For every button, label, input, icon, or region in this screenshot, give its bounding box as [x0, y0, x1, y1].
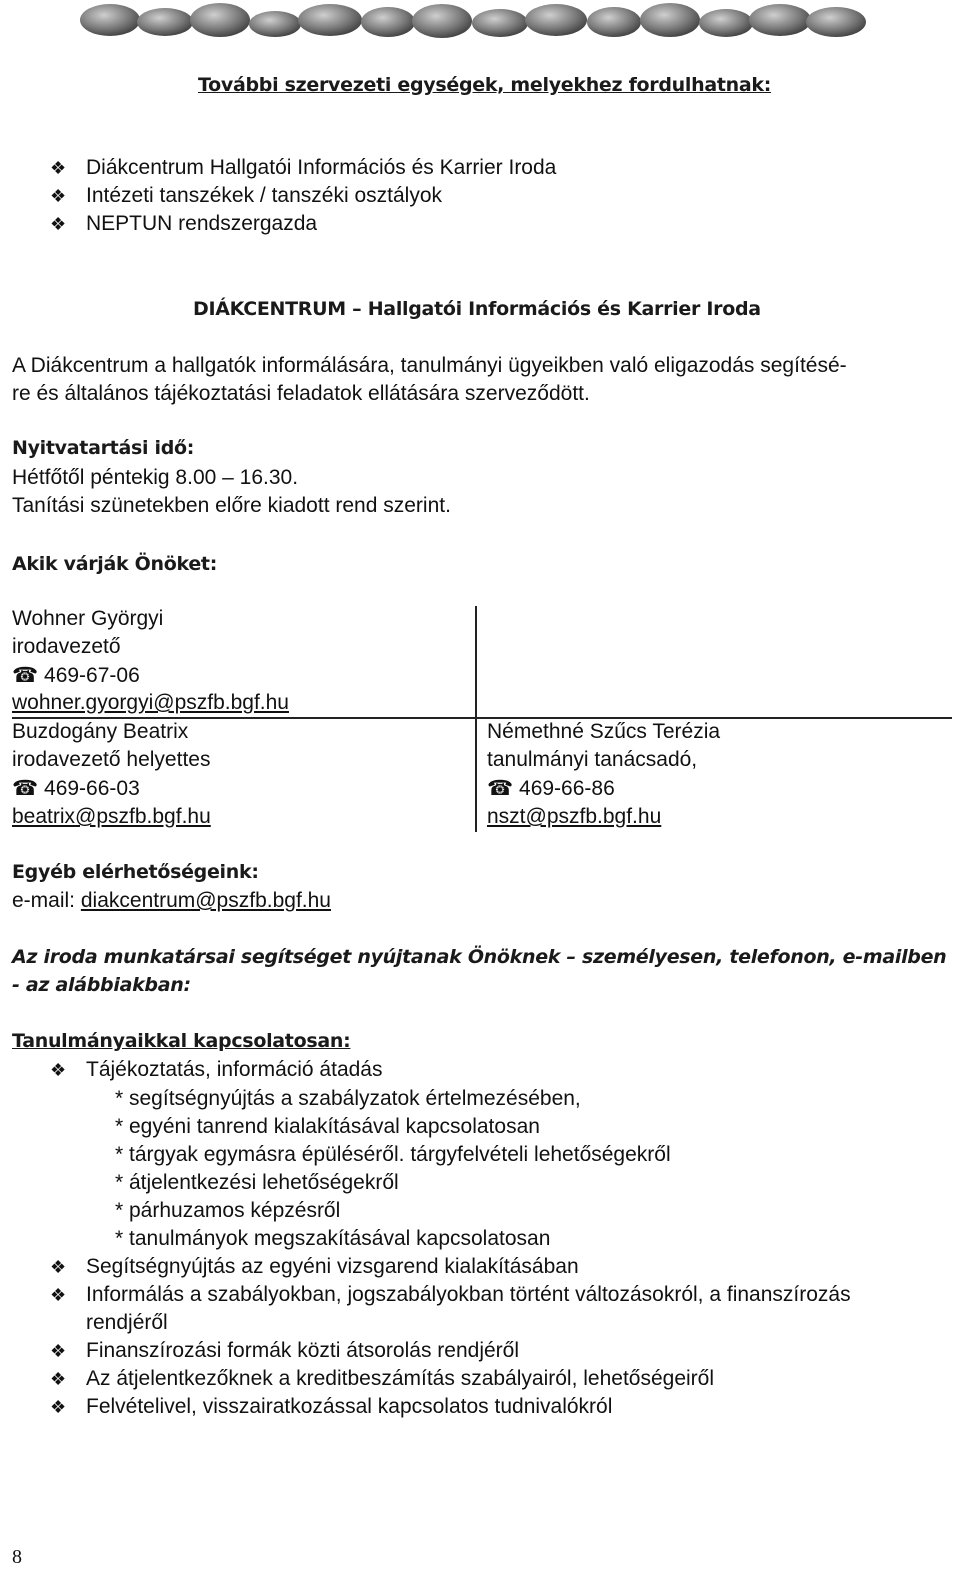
staff-email-link[interactable]: wohner.gyorgyi@pszfb.bgf.hu	[12, 691, 289, 714]
studies-subitem: * párhuzamos képzésről	[115, 1199, 341, 1222]
studies-item: Az átjelentkezőknek a kreditbeszámítás szabályairól, lehetőségeiről	[86, 1367, 715, 1390]
studies-subitem: * segítségnyújtás a szabályzatok értelmezésében,	[115, 1087, 581, 1110]
stones-banner-image	[80, 0, 880, 44]
help-text: - az alábbiakban:	[12, 974, 191, 996]
page-heading: További szervezeti egységek, melyekhez fordulhatnak:	[198, 74, 772, 96]
bullet-icon: ❖	[50, 1060, 67, 1080]
staff-name: Némethné Szűcs Terézia	[487, 720, 721, 743]
studies-item: Segítségnyújtás az egyéni vizsgarend kialakításában	[86, 1255, 579, 1278]
staff-name: Buzdogány Beatrix	[12, 720, 189, 743]
bullet-icon: ❖	[50, 158, 67, 178]
studies-subitem: * átjelentkezési lehetőségekről	[115, 1171, 399, 1194]
staff-heading: Akik várják Önöket:	[12, 553, 217, 575]
staff-phone: ☎ 469-66-86	[487, 777, 615, 800]
table-divider-vertical	[475, 606, 477, 832]
staff-email-link[interactable]: beatrix@pszfb.bgf.hu	[12, 805, 211, 828]
staff-phone: ☎ 469-67-06	[12, 664, 140, 687]
studies-subitem: * tanulmányok megszakításával kapcsolatosan	[115, 1227, 551, 1250]
staff-role: irodavezető	[12, 635, 121, 658]
intro-text: A Diákcentrum a hallgatók informálására, tanulmányi ügyeikben való eligazodás segítésé-	[12, 354, 847, 377]
staff-email-link[interactable]: nszt@pszfb.bgf.hu	[487, 805, 662, 828]
bullet-icon: ❖	[50, 1341, 67, 1361]
phone-icon: ☎	[487, 777, 514, 800]
staff-role: irodavezető helyettes	[12, 748, 211, 771]
unit-item: NEPTUN rendszergazda	[86, 212, 318, 235]
contacts-email-link[interactable]: diakcentrum@pszfb.bgf.hu	[80, 889, 331, 912]
page-number: 8	[12, 1546, 22, 1568]
studies-item: rendjéről	[86, 1311, 168, 1334]
contacts-email-line: e-mail: diakcentrum@pszfb.bgf.hu	[12, 889, 331, 912]
intro-text: re és általános tájékoztatási feladatok ellátására szerveződött.	[12, 382, 590, 405]
staff-role: tanulmányi tanácsadó,	[487, 748, 698, 771]
studies-item: Felvételivel, visszairatkozással kapcsolatos tudnivalókról	[86, 1395, 613, 1418]
bullet-icon: ❖	[50, 1397, 67, 1417]
phone-icon: ☎	[12, 664, 39, 687]
bullet-icon: ❖	[50, 214, 67, 234]
hours-text: Tanítási szünetekben előre kiadott rend szerint.	[12, 494, 451, 517]
section-title: DIÁKCENTRUM – Hallgatói Információs és Karrier Iroda	[193, 298, 761, 320]
contacts-label: Egyéb elérhetőségeink:	[12, 861, 259, 883]
unit-item: Diákcentrum Hallgatói Információs és Karrier Iroda	[86, 156, 557, 179]
studies-item: Tájékoztatás, információ átadás	[86, 1058, 383, 1081]
studies-subitem: * egyéni tanrend kialakításával kapcsolatosan	[115, 1115, 540, 1138]
studies-item: Informálás a szabályokban, jogszabályokban történt változásokról, a finanszírozás	[86, 1283, 851, 1306]
staff-name: Wohner Györgyi	[12, 607, 164, 630]
table-divider-horizontal	[12, 717, 952, 719]
phone-icon: ☎	[12, 777, 39, 800]
bullet-icon: ❖	[50, 1257, 67, 1277]
bullet-icon: ❖	[50, 1369, 67, 1389]
unit-item: Intézeti tanszékek / tanszéki osztályok	[86, 184, 443, 207]
bullet-icon: ❖	[50, 1285, 67, 1305]
hours-label: Nyitvatartási idő:	[12, 437, 195, 459]
studies-subitem: * tárgyak egymásra épüléséről. tárgyfelvételi lehetőségekről	[115, 1143, 671, 1166]
bullet-icon: ❖	[50, 186, 67, 206]
studies-label: Tanulmányaikkal kapcsolatosan:	[12, 1030, 351, 1052]
hours-text: Hétfőtől péntekig 8.00 – 16.30.	[12, 466, 299, 489]
help-text: Az iroda munkatársai segítséget nyújtanak Önöknek – személyesen, telefonon, e-mailben	[12, 946, 947, 968]
studies-item: Finanszírozási formák közti átsorolás rendjéről	[86, 1339, 520, 1362]
staff-phone: ☎ 469-66-03	[12, 777, 140, 800]
